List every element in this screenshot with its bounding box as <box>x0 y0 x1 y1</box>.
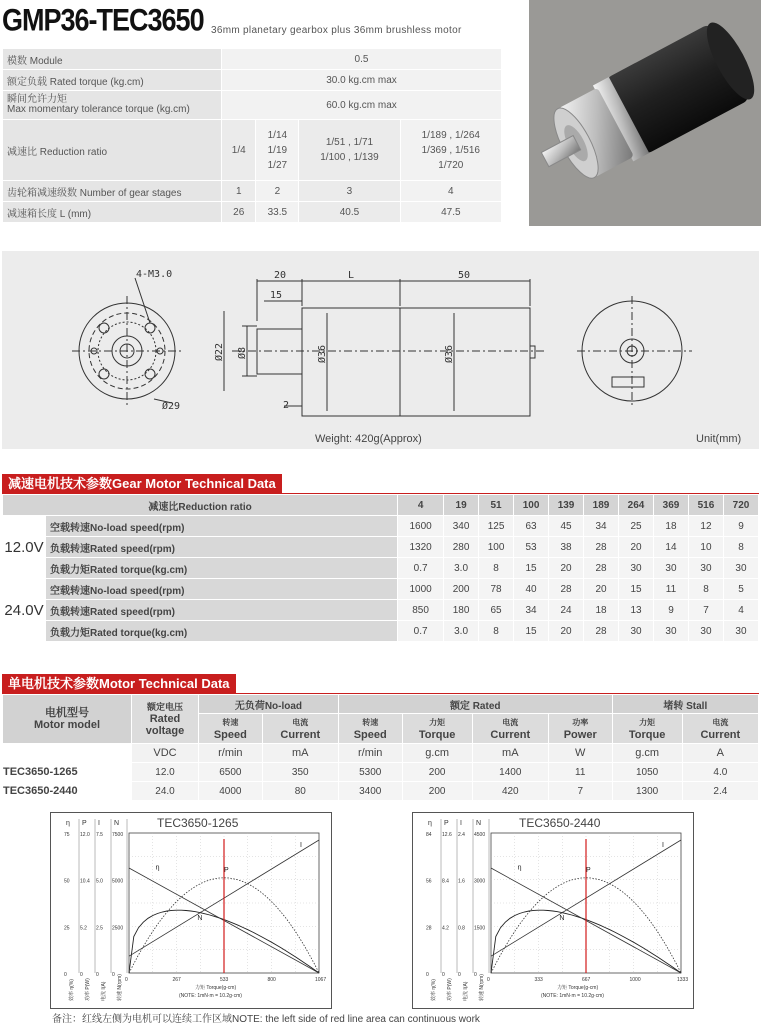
gear-value-cell: 180 <box>444 600 479 621</box>
motor-value-cell: 200 <box>402 782 472 801</box>
col-header-cn: 电流 <box>712 718 729 728</box>
x-tick-label: 533 <box>220 977 229 983</box>
scale-header: N <box>476 820 482 827</box>
scale-axis-label: 转速 N(rpm) <box>117 974 123 1001</box>
ratio-value: 1/19 <box>267 144 288 156</box>
scale-tick-label: 0 <box>442 972 445 978</box>
scale-tick-label: 0 <box>474 972 477 978</box>
dim15-label: 15 <box>270 290 283 301</box>
x-tick-label: 667 <box>582 977 591 983</box>
gear-value-cell: 8 <box>479 621 514 642</box>
scale-tick-label: 0 <box>96 972 99 978</box>
gear-value-cell: 24 <box>549 600 584 621</box>
gear-value-cell: 3.0 <box>444 621 479 642</box>
d29-label: Ø29 <box>162 401 181 412</box>
rated-torque-value: 30.0 kg.cm max <box>222 70 502 91</box>
gear-value-cell: 30 <box>688 621 723 642</box>
gear-value-cell: 20 <box>549 621 584 642</box>
spec-table <box>2 48 502 223</box>
product-subtitle: 36mm planetary gearbox plus 36mm brushless motor <box>211 25 462 36</box>
unit-cell: mA <box>472 744 548 763</box>
model-header-cn: 电机型号 <box>45 707 89 719</box>
gear-value-cell: 20 <box>584 579 619 600</box>
scale-tick-label: 0 <box>458 972 461 978</box>
scale-tick-label: 12.6 <box>442 832 452 838</box>
motor-model-cell: TEC3650-2440 <box>3 782 132 801</box>
scale-axis-label: 功率 P(W) <box>447 978 453 1001</box>
scale-axis-label: 电流 I(A) <box>463 981 469 1001</box>
dimension-drawing <box>2 251 759 449</box>
drawing-svg <box>2 251 759 449</box>
gear-ratio-cell: 19 <box>444 495 479 516</box>
scale-tick-label: 84 <box>426 832 432 838</box>
scale-header: P <box>82 820 87 827</box>
unit-cell: r/min <box>199 744 263 763</box>
chart-1265-svg <box>51 813 331 1008</box>
col-header-en: Speed <box>213 729 247 742</box>
scale-tick-label: 0 <box>112 972 115 978</box>
gear-table <box>2 494 759 642</box>
length-value: 26 <box>222 202 256 223</box>
motor-value-cell: 6500 <box>199 763 263 782</box>
gear-value-cell: 15 <box>514 621 549 642</box>
gear-value-cell: 1320 <box>398 537 444 558</box>
gear-value-cell: 3.0 <box>444 558 479 579</box>
x-axis-label: 力矩 Torque(g-cm) <box>195 985 237 991</box>
ratio-value: 1/14 <box>267 129 288 141</box>
gear-value-cell: 30 <box>723 558 758 579</box>
ratio-value: 1/369 , 1/516 <box>421 144 480 156</box>
gear-value-cell: 30 <box>654 558 689 579</box>
voltage-header-en: Rated voltage <box>145 713 185 737</box>
ratio-value: 1/189 , 1/264 <box>421 129 480 141</box>
momentary-label-cn: 瞬间允许力矩 <box>7 94 67 105</box>
gear-value-cell: 15 <box>514 558 549 579</box>
model-header <box>3 695 132 744</box>
dimL-label: L <box>348 270 355 281</box>
motor-value-cell: 1300 <box>612 782 682 801</box>
gear-value-cell: 25 <box>619 516 654 537</box>
gear-value-cell: 340 <box>444 516 479 537</box>
motor-value-cell: 80 <box>262 782 338 801</box>
chart-note: (NOTE: 1mN·m = 10.2g·cm) <box>541 993 604 999</box>
dim2-label: 2 <box>283 400 290 411</box>
scale-tick-label: 0 <box>80 972 83 978</box>
stage-value: 4 <box>400 181 501 202</box>
scale-tick-label: 8.4 <box>442 878 449 885</box>
reduction-ratio-label: 减速比 Reduction ratio <box>3 120 222 181</box>
gear-value-cell: 34 <box>514 600 549 621</box>
gear-value-cell: 9 <box>654 600 689 621</box>
col-header <box>612 714 682 744</box>
col-header-en: Power <box>563 729 597 742</box>
col-header <box>402 714 472 744</box>
scale-axis-label: 效率 η(%) <box>431 979 437 1001</box>
ratio-value: 1/4 <box>231 144 246 156</box>
gear-ratio-cell: 720 <box>723 495 758 516</box>
voltage-cell: 24.0V <box>3 579 46 642</box>
gear-row-label: 负载力矩Rated torque(kg.cm) <box>46 621 398 642</box>
scale-tick-label: 0 <box>64 972 67 978</box>
x-tick-label: 1333 <box>677 977 689 983</box>
x-axis-label: 力矩 Torque(g-cm) <box>557 985 599 991</box>
stage-value: 2 <box>256 181 299 202</box>
scale-tick-label: 0.8 <box>458 925 465 932</box>
x-tick-label: 267 <box>172 977 181 983</box>
unit-label: Unit(mm) <box>696 433 742 445</box>
col-header-cn: 力矩 <box>639 718 656 728</box>
momentary-torque-label <box>3 91 222 120</box>
voltage-header-cn: 额定电压 <box>146 702 183 712</box>
motor-value-cell: 5300 <box>338 763 402 782</box>
gear-value-cell: 63 <box>514 516 549 537</box>
curve-label: N <box>559 914 565 922</box>
scale-tick-label: 28 <box>426 925 432 932</box>
gear-value-cell: 40 <box>514 579 549 600</box>
length-value: 47.5 <box>400 202 501 223</box>
curve-label: I <box>662 842 664 849</box>
scale-header: η <box>66 820 70 827</box>
gear-value-cell: 10 <box>688 537 723 558</box>
unit-cell: r/min <box>338 744 402 763</box>
motor-value-cell: 11 <box>548 763 612 782</box>
gear-value-cell: 8 <box>688 579 723 600</box>
scale-tick-label: 2.5 <box>96 925 103 932</box>
gear-row-label: 负载力矩Rated torque(kg.cm) <box>46 558 398 579</box>
gear-value-cell: 1600 <box>398 516 444 537</box>
motor-value-cell: 4.0 <box>682 763 758 782</box>
gear-ratio-cell: 516 <box>688 495 723 516</box>
scale-tick-label: 7.5 <box>96 832 103 838</box>
stage-value: 1 <box>222 181 256 202</box>
col-header-en: Torque <box>418 729 456 742</box>
gear-row-label: 负载转速Rated speed(rpm) <box>46 537 398 558</box>
gear-ratio-cell: 369 <box>654 495 689 516</box>
ratio-cell-4 <box>400 120 501 181</box>
length-value: 33.5 <box>256 202 299 223</box>
curve-label: P <box>224 867 229 875</box>
col-header-cn: 电流 <box>292 718 309 728</box>
gear-value-cell: 65 <box>479 600 514 621</box>
unit-cell: A <box>682 744 758 763</box>
gear-value-cell: 78 <box>479 579 514 600</box>
scale-tick-label: 4500 <box>474 832 486 838</box>
motor-value-cell: 1050 <box>612 763 682 782</box>
scale-tick-label: 5000 <box>112 878 124 885</box>
gear-ratio-cell: 51 <box>479 495 514 516</box>
scale-tick-label: 50 <box>64 878 70 885</box>
length-value: 40.5 <box>299 202 400 223</box>
gear-section-header <box>2 474 759 495</box>
gear-value-cell: 9 <box>723 516 758 537</box>
col-header <box>472 714 548 744</box>
col-header-en: Speed <box>353 729 387 742</box>
gear-value-cell: 20 <box>549 558 584 579</box>
voltage-cell: 12.0V <box>3 516 46 579</box>
scale-tick-label: 5.2 <box>80 925 87 932</box>
gear-value-cell: 30 <box>654 621 689 642</box>
ratio-cell-1 <box>222 120 256 181</box>
gear-value-cell: 30 <box>619 558 654 579</box>
motor-value-cell: 2.4 <box>682 782 758 801</box>
gear-value-cell: 1000 <box>398 579 444 600</box>
scale-axis-label: 电流 I(A) <box>101 981 107 1001</box>
col-header-cn: 力矩 <box>429 718 446 728</box>
motor-photo-illustration <box>529 0 761 226</box>
scale-tick-label: 2500 <box>112 925 124 932</box>
curve-label: η <box>517 864 522 872</box>
col-header-cn: 电流 <box>502 718 519 728</box>
motor-value-cell: 24.0 <box>132 782 199 801</box>
gear-ratio-cell: 139 <box>549 495 584 516</box>
gearbox-length-label: 减速箱长度 L (mm) <box>3 202 222 223</box>
unit-cell: mA <box>262 744 338 763</box>
chart-title: TEC3650-1265 <box>157 816 239 830</box>
scale-tick-label: 3000 <box>474 878 486 885</box>
scale-tick-label: 1500 <box>474 925 486 932</box>
gear-value-cell: 15 <box>619 579 654 600</box>
gear-ratio-cell: 189 <box>584 495 619 516</box>
gear-value-cell: 280 <box>444 537 479 558</box>
d22-label: Ø22 <box>214 342 225 361</box>
x-tick-label: 0 <box>125 977 128 983</box>
gear-value-cell: 28 <box>584 537 619 558</box>
col-header <box>682 714 758 744</box>
module-value: 0.5 <box>222 49 502 70</box>
scale-tick-label: 1.6 <box>458 878 465 885</box>
gear-value-cell: 18 <box>654 516 689 537</box>
col-header-cn: 功率 <box>572 718 589 728</box>
scale-tick-label: 75 <box>64 832 70 838</box>
curve-label: N <box>197 914 203 922</box>
gear-row-label: 负载转速Rated speed(rpm) <box>46 600 398 621</box>
gear-value-cell: 38 <box>549 537 584 558</box>
unit-cell: g.cm <box>612 744 682 763</box>
product-photo <box>529 0 761 226</box>
gear-section-title: 减速电机技术参数Gear Motor Technical Data <box>2 474 282 493</box>
scale-tick-label: 2.4 <box>458 832 465 838</box>
gear-value-cell: 53 <box>514 537 549 558</box>
gear-value-cell: 0.7 <box>398 621 444 642</box>
gear-ratio-cell: 4 <box>398 495 444 516</box>
motor-model-cell: TEC3650-1265 <box>3 763 132 782</box>
col-header <box>548 714 612 744</box>
motor-value-cell: 12.0 <box>132 763 199 782</box>
gear-value-cell: 18 <box>584 600 619 621</box>
x-tick-label: 333 <box>534 977 543 983</box>
stall-group-header: 堵转 Stall <box>612 695 758 714</box>
scale-axis-label: 转速 N(rpm) <box>479 974 485 1001</box>
performance-chart-2440 <box>412 812 694 1009</box>
gear-row-label: 空载转速No-load speed(rpm) <box>46 516 398 537</box>
col-header-cn: 转速 <box>362 718 379 728</box>
col-header-en: Current <box>700 729 741 742</box>
col-header <box>199 714 263 744</box>
scale-header: N <box>114 820 120 827</box>
ratio-cell-2 <box>256 120 299 181</box>
scale-header: P <box>444 820 449 827</box>
scale-tick-label: 56 <box>426 878 432 885</box>
gear-value-cell: 8 <box>723 537 758 558</box>
gear-value-cell: 34 <box>584 516 619 537</box>
unit-cell: VDC <box>132 744 199 763</box>
x-tick-label: 800 <box>267 977 276 983</box>
col-header-en: Current <box>490 729 531 742</box>
holes-label: 4-M3.0 <box>136 269 173 280</box>
rated-group-header: 额定 Rated <box>338 695 612 714</box>
motor-section-title: 单电机技术参数Motor Technical Data <box>2 674 236 693</box>
module-label: 模数 Module <box>3 49 222 70</box>
x-tick-label: 1067 <box>315 977 327 983</box>
col-header-cn: 转速 <box>222 718 239 728</box>
performance-chart-1265 <box>50 812 332 1009</box>
units-row-spacer <box>3 744 132 763</box>
momentary-label-en: Max momentary tolerance torque (kg.cm) <box>7 104 190 115</box>
motor-value-cell: 7 <box>548 782 612 801</box>
gear-value-cell: 13 <box>619 600 654 621</box>
col-header-en: Current <box>280 729 321 742</box>
gear-value-cell: 28 <box>549 579 584 600</box>
scale-tick-label: 25 <box>64 925 70 932</box>
gear-value-cell: 14 <box>654 537 689 558</box>
gear-value-cell: 0.7 <box>398 558 444 579</box>
gear-value-cell: 5 <box>723 579 758 600</box>
gear-value-cell: 20 <box>619 537 654 558</box>
gear-value-cell: 850 <box>398 600 444 621</box>
noload-group-header: 无负荷No-load <box>199 695 339 714</box>
scale-tick-label: 7500 <box>112 832 124 838</box>
gear-value-cell: 30 <box>688 558 723 579</box>
gear-value-cell: 12 <box>688 516 723 537</box>
scale-header: η <box>428 820 432 827</box>
gear-value-cell: 200 <box>444 579 479 600</box>
unit-cell: g.cm <box>402 744 472 763</box>
motor-value-cell: 200 <box>402 763 472 782</box>
chart-note: (NOTE: 1mN·m = 10.2g·cm) <box>179 993 242 999</box>
ratio-value: 1/100 , 1/139 <box>320 152 379 163</box>
unit-cell: W <box>548 744 612 763</box>
col-header-en: Torque <box>628 729 666 742</box>
gear-ratio-header: 减速比Reduction ratio <box>3 495 398 516</box>
gear-value-cell: 8 <box>479 558 514 579</box>
motor-value-cell: 4000 <box>199 782 263 801</box>
col-header <box>338 714 402 744</box>
x-tick-label: 0 <box>487 977 490 983</box>
motor-value-cell: 420 <box>472 782 548 801</box>
chart-2440-svg <box>413 813 693 1008</box>
model-header-en: Motor model <box>34 719 100 731</box>
product-title: GMP36-TEC3650 <box>2 3 204 38</box>
ratio-value: 1/27 <box>267 159 288 171</box>
gear-ratio-cell: 100 <box>514 495 549 516</box>
scale-header: I <box>98 820 100 827</box>
footnote: 备注：红线左侧为电机可以连续工作区域NOTE: the left side of red line area can continuous work <box>52 1014 480 1025</box>
scale-tick-label: 12.0 <box>80 832 90 838</box>
motor-section-header <box>2 674 759 695</box>
curve-label: η <box>155 864 160 872</box>
ratio-cell-3 <box>299 120 400 181</box>
curve-label: P <box>586 867 591 875</box>
gear-ratio-cell: 264 <box>619 495 654 516</box>
scale-header: I <box>460 820 462 827</box>
scale-tick-label: 4.2 <box>442 925 449 932</box>
gear-value-cell: 45 <box>549 516 584 537</box>
motor-table <box>2 694 759 801</box>
gear-value-cell: 125 <box>479 516 514 537</box>
ratio-value: 1/51 , 1/71 <box>325 137 374 148</box>
gear-value-cell: 4 <box>723 600 758 621</box>
rated-torque-label: 额定负载 Rated torque (kg.cm) <box>3 70 222 91</box>
voltage-header <box>132 695 199 744</box>
dim50-label: 50 <box>458 270 471 281</box>
weight-label: Weight: 420g(Approx) <box>315 433 422 445</box>
gear-value-cell: 30 <box>619 621 654 642</box>
curve-label: I <box>300 842 302 849</box>
gear-value-cell: 11 <box>654 579 689 600</box>
scale-tick-label: 5.0 <box>96 878 103 885</box>
scale-tick-label: 10.4 <box>80 878 90 885</box>
motor-value-cell: 3400 <box>338 782 402 801</box>
d8-label: Ø8 <box>237 346 248 359</box>
dim20-label: 20 <box>274 270 287 281</box>
gear-value-cell: 28 <box>584 558 619 579</box>
ratio-value: 1/720 <box>438 159 464 171</box>
scale-axis-label: 效率 η(%) <box>69 979 75 1001</box>
x-tick-label: 1000 <box>629 977 641 983</box>
col-header <box>262 714 338 744</box>
gear-value-cell: 100 <box>479 537 514 558</box>
gear-value-cell: 7 <box>688 600 723 621</box>
gear-value-cell: 30 <box>723 621 758 642</box>
chart-title: TEC3650-2440 <box>519 816 601 830</box>
momentary-torque-value: 60.0 kg.cm max <box>222 91 502 120</box>
stage-value: 3 <box>299 181 400 202</box>
scale-axis-label: 功率 P(W) <box>85 978 91 1001</box>
scale-tick-label: 0 <box>426 972 429 978</box>
gear-row-label: 空载转速No-load speed(rpm) <box>46 579 398 600</box>
motor-value-cell: 350 <box>262 763 338 782</box>
d36b-label: Ø36 <box>444 344 455 363</box>
d36a-label: Ø36 <box>317 344 328 363</box>
gear-value-cell: 28 <box>584 621 619 642</box>
motor-value-cell: 1400 <box>472 763 548 782</box>
gear-stages-label: 齿轮箱减速级数 Number of gear stages <box>3 181 222 202</box>
